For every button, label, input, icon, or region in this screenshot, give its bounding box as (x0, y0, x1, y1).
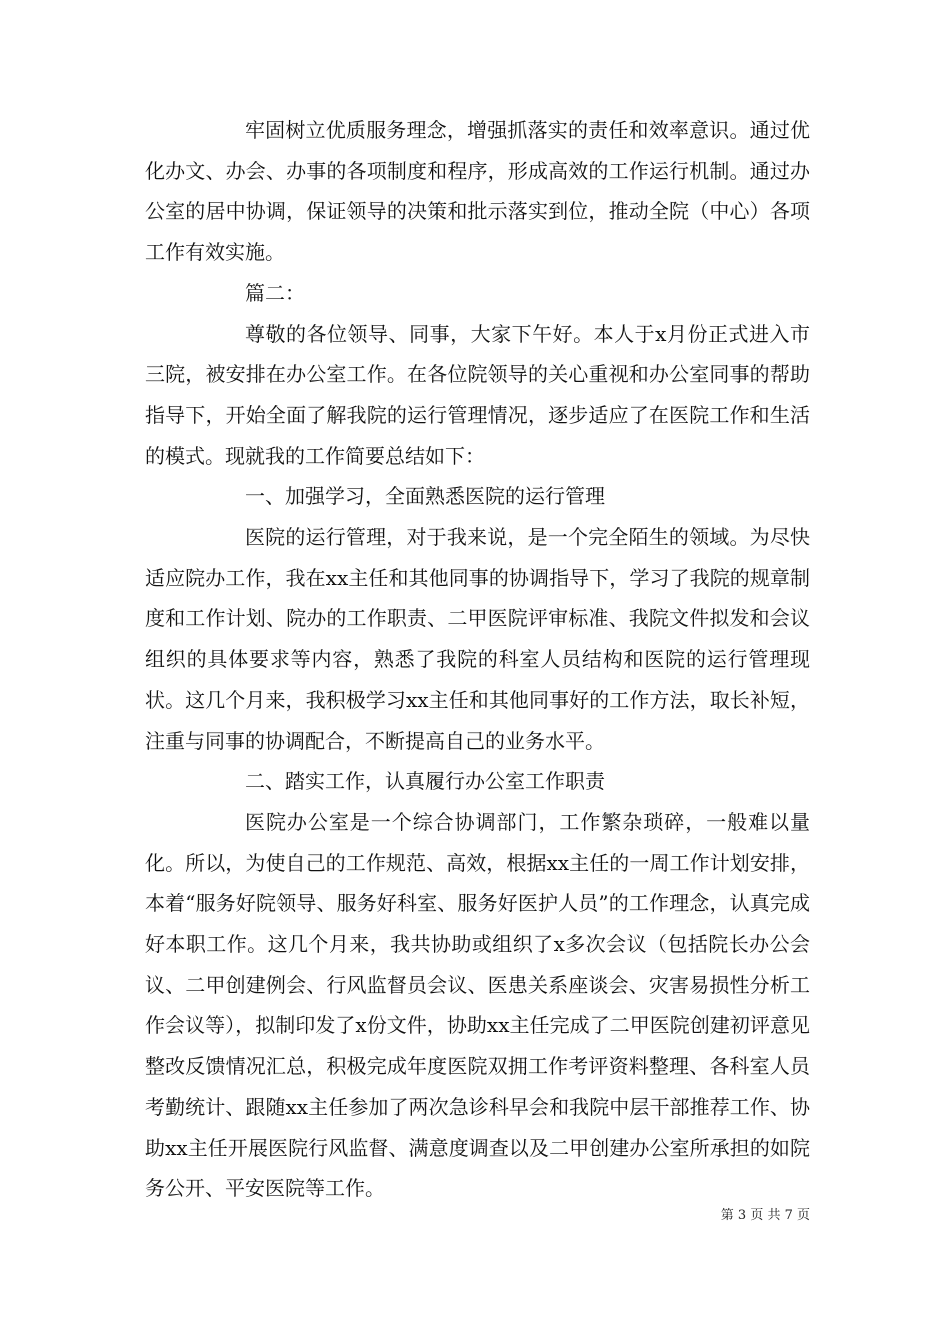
paragraph: 牢固树立优质服务理念，增强抓落实的责任和效率意识。通过优化办文、办会、办事的各项制度和程序，形成高效的工作运行机制。通过办公室的居中协调，保证领导的决策和批示落实到位，推动全院（中心）各项工作有效实施。 (145, 118, 810, 265)
paragraph: 医院办公室是一个综合协调部门，工作繁杂琐碎，一般难以量化。所以，为使自己的工作规范、高效，根据xx主任的一周工作计划安排，本着“服务好院领导、服务好科室、服务好医护人员”的工作理念，认真完成好本职工作。这几个月来，我共协助或组织了x多次会议（包括院长办公会议、二甲创建例会、行风监督员会议、医患关系座谈会、灾害易损性分析工作会议等），拟制印发了x份文件，协助xx主任完成了二甲医院创建初评意见整改反馈情况汇总，积极完成年度医院双拥工作考评资料整理、各科室人员考勤统计、跟随xx主任参加了两次急诊科早会和我院中层干部推荐工作、协助xx主任开展医院行风监督、满意度调查以及二甲创建办公室所承担的如院务公开、平安医院等工作。 (145, 809, 810, 1201)
section-heading: 篇二： (245, 280, 305, 305)
paragraph: 尊敬的各位领导、同事，大家下午好。本人于x月份正式进入市三院，被安排在办公室工作。在各位院领导的关心重视和办公室同事的帮助指导下，开始全面了解我院的运行管理情况，逐步适应了在医院工作和生活的模式。现就我的工作简要总结如下： (145, 321, 810, 468)
section-heading: 一、加强学习，全面熟悉医院的运行管理 (245, 484, 605, 509)
section-heading: 二、踏实工作，认真履行办公室工作职责 (245, 769, 605, 794)
document-body (145, 110, 810, 1209)
paragraph: 医院的运行管理，对于我来说，是一个完全陌生的领域。为尽快适应院办工作，我在xx主任和其他同事的协调指导下，学习了我院的规章制度和工作计划、院办的工作职责、二甲医院评审标准、我院文件拟发和会议组织的具体要求等内容，熟悉了我院的科室人员结构和医院的运行管理现状。这几个月来，我积极学习xx主任和其他同事好的工作方法，取长补短，注重与同事的协调配合，不断提高自己的业务水平。 (145, 525, 810, 753)
page-number: 第 3 页 共 7 页 (720, 1208, 810, 1223)
